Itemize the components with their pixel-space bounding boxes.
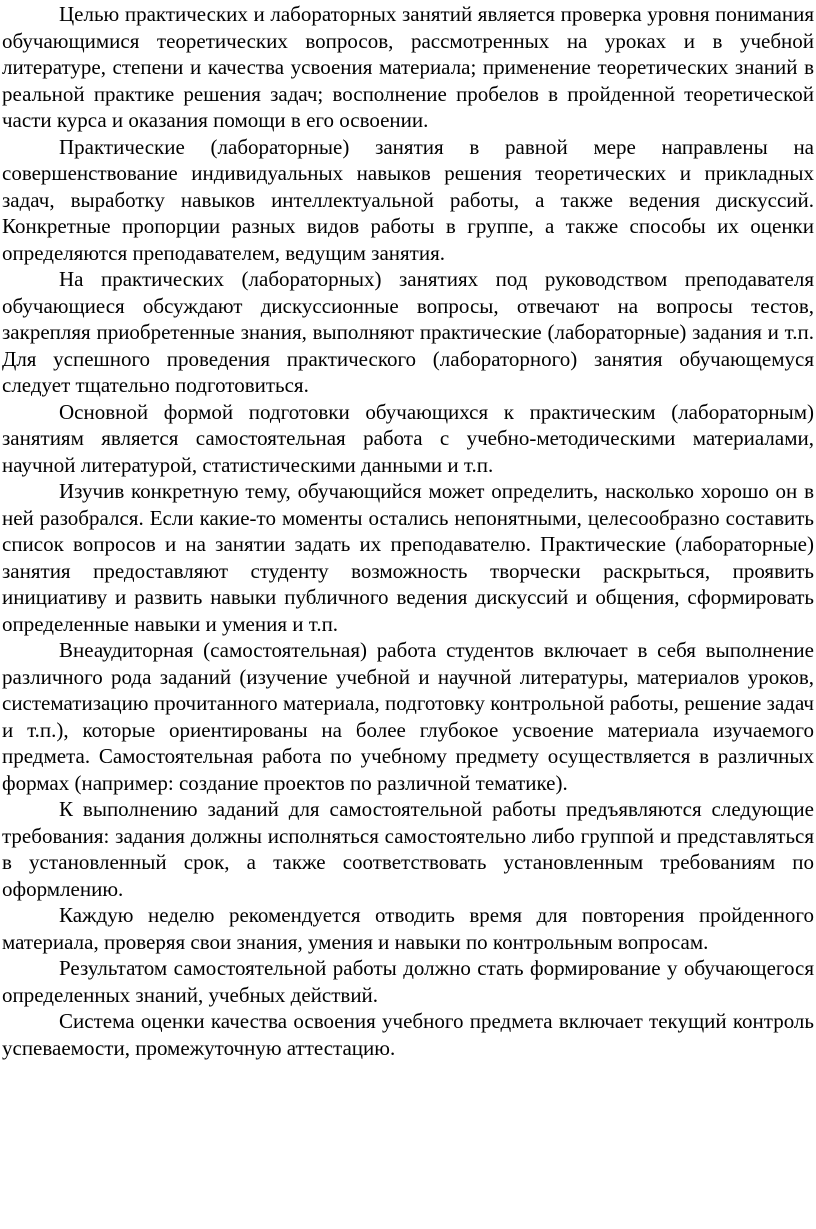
paragraph-preparation-form: Основной формой подготовки обучающихся к практическим (лабораторным) занятиям является самостоятельная работа с учебно-методическими материалами, научной литературой, статистическими данными и т.п. [2,399,814,477]
paragraph-weekly-review: Каждую неделю рекомендуется отводить время для повторения пройденного материала, проверяя свои знания, умения и навыки по контрольным вопросам. [2,903,814,954]
paragraph-assessment-system: Система оценки качества освоения учебного предмета включает текущий контроль успеваемости, промежуточную аттестацию. [2,1009,814,1060]
paragraph-task-requirements: К выполнению заданий для самостоятельной работы предъявляются следующие требования: задания должны исполняться самостоятельно либо группой и представляться в установленный срок, а также соответствовать установленным требованиям по оформлению. [2,797,814,901]
paragraph-practical-goals: Целью практических и лабораторных занятий является проверка уровня понимания обучающимися теоретических вопросов, рассмотренных на уроках и в учебной литературе, степени и качества усвоения материала; применение теоретических знаний в реальной практике решения задач; восполнение пробелов в пройденной теоретической части курса и оказания помощи в его освоении. [2,2,814,132]
paragraph-independent-work: Внеаудиторная (самостоятельная) работа студентов включает в себя выполнение различного рода заданий (изучение учебной и научной литературы, материалов уроков, систематизацию прочитанного материала, подготовку контрольной работы, решение задач и т.п.), которые ориентированы на более глубокое усвоение материала изучаемого предмета. Самостоятельная работа по учебному предмету осуществляется в различных формах (например: создание проектов по различной тематике). [2,638,814,795]
paragraph-topic-study: Изучив конкретную тему, обучающийся может определить, насколько хорошо он в ней разобрался. Если какие-то моменты остались непонятными, целесообразно составить список вопросов и на занятии задать их преподавателю. Практические (лабораторные) занятия предоставляют студенту возможность творчески раскрыться, проявить инициативу и развить навыки публичного ведения дискуссий и общения, сформировать определенные навыки и умения и т.п. [2,479,814,636]
paragraph-practical-directions: Практические (лабораторные) занятия в равной мере направлены на совершенствование индивидуальных навыков решения теоретических и прикладных задач, выработку навыков интеллектуальной работы, а также ведения дискуссий. Конкретные пропорции разных видов работы в группе, а также способы их оценки определяются преподавателем, ведущим занятия. [2,134,814,265]
paragraph-practical-activities: На практических (лабораторных) занятиях под руководством преподавателя обучающиеся обсуждают дискуссионные вопросы, отвечают на вопросы тестов, закрепляя приобретенные знания, выполняют практические (лабораторные) задания и т.п. Для успешного проведения практического (лабораторного) занятия обучающемуся следует тщательно подготовиться. [2,267,814,397]
paragraph-work-result: Результатом самостоятельной работы должно стать формирование у обучающегося определенных знаний, учебных действий. [2,956,814,1007]
